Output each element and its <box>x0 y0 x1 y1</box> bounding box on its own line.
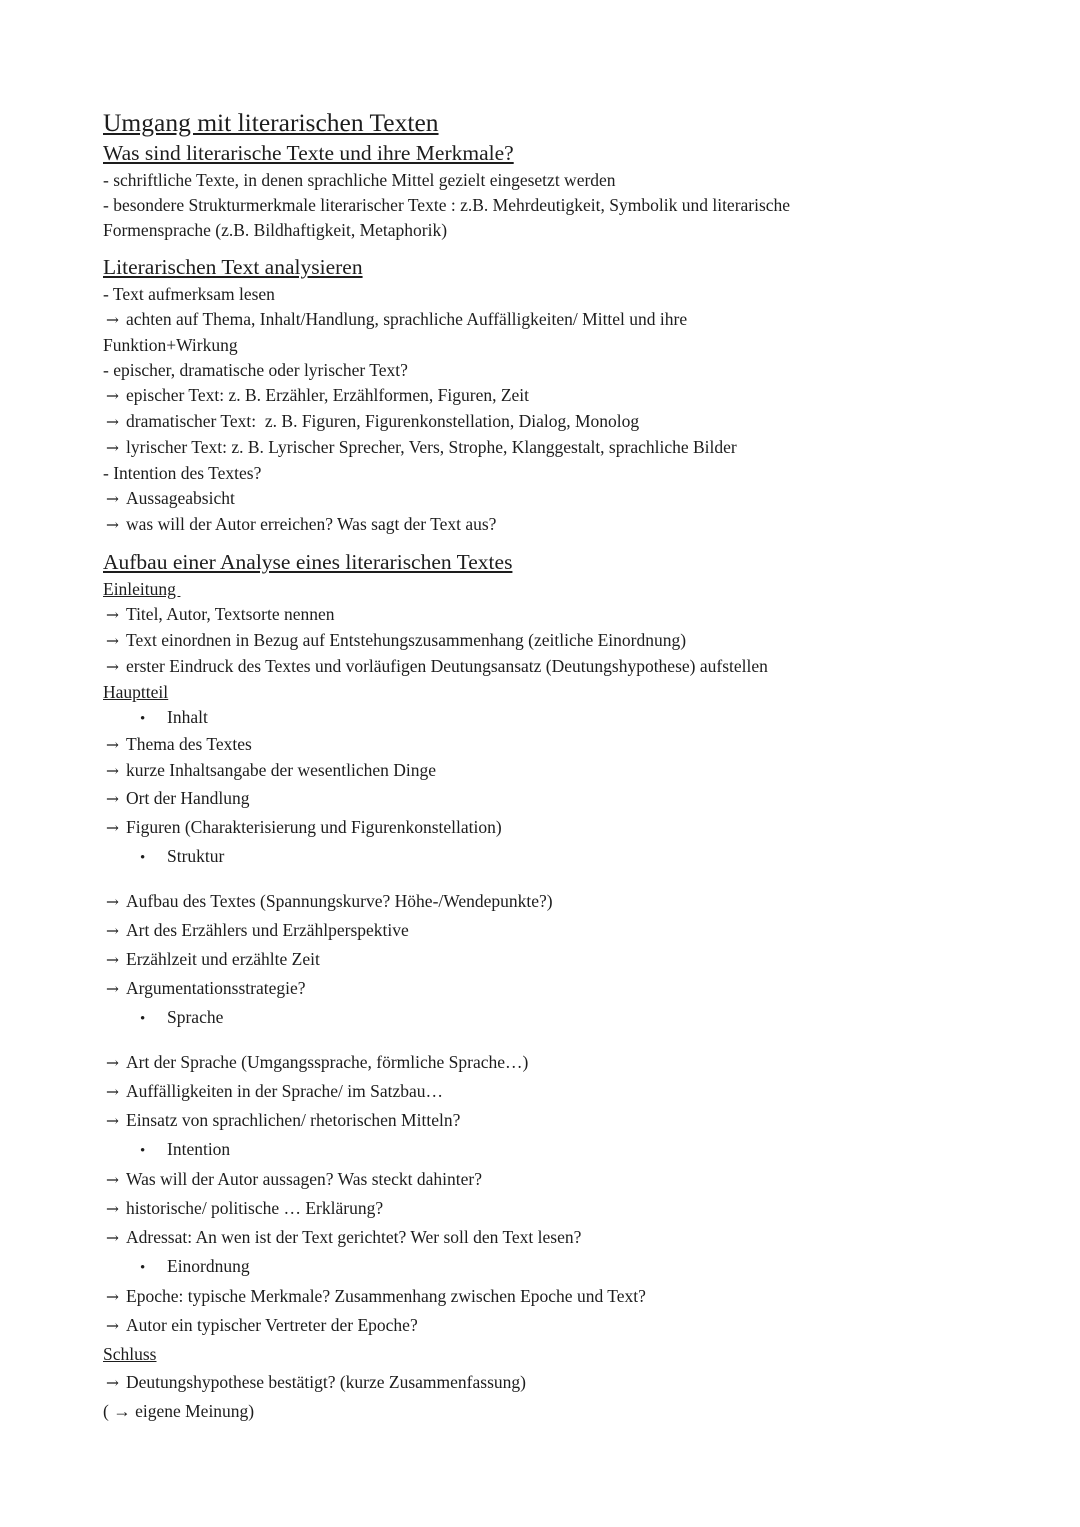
arrow-line <box>103 813 1040 842</box>
line-text: Art des Erzählers und Erzählperspektive <box>126 920 409 940</box>
section-heading <box>103 548 1040 577</box>
arrow-line <box>103 628 1040 654</box>
arrow-icon: → <box>106 736 119 754</box>
arrow-line <box>103 1223 1040 1252</box>
dash-marker: - <box>103 170 114 190</box>
line-text: Was sind literarische Texte und ihre Merkmale? <box>103 141 514 165</box>
line-text: lyrischer Text: z. B. Lyrischer Sprecher, Vers, Strophe, Klanggestalt, sprachliche Bilder <box>126 437 737 457</box>
line-text: Ort der Handlung <box>126 788 250 808</box>
arrow-line <box>103 1106 1040 1135</box>
arrow-icon: → <box>106 922 119 940</box>
arrow-icon: → <box>106 1374 119 1392</box>
arrow-line <box>103 602 1040 628</box>
arrow-line <box>103 1048 1040 1077</box>
line-text: epischer Text: z. B. Erzähler, Erzählformen, Figuren, Zeit <box>126 385 530 405</box>
dash-line <box>103 193 1040 218</box>
line-text: Adressat: An wen ist der Text gerichtet? Wer soll den Text lesen? <box>126 1227 582 1247</box>
arrow-icon: → <box>106 1288 119 1306</box>
arrow-icon: → <box>106 951 119 969</box>
dash-line <box>103 358 1040 383</box>
bullet-icon: • <box>140 1011 146 1027</box>
bullet-line <box>103 1135 1040 1165</box>
line-text: Hauptteil <box>103 682 169 702</box>
line-text: Funktion+Wirkung <box>103 335 238 355</box>
line-text: Figuren (Charakterisierung und Figurenkonstellation) <box>126 817 502 837</box>
line-text: Epoche: typische Merkmale? Zusammenhang zwischen Epoche und Text? <box>126 1286 646 1306</box>
line-text: Argumentationsstrategie? <box>126 978 306 998</box>
arrow-icon: → <box>106 1054 119 1072</box>
line-text: Literarischen Text analysieren <box>103 255 363 279</box>
line-text: Art der Sprache (Umgangssprache, förmliche Sprache…) <box>126 1052 529 1072</box>
line-text: Thema des Textes <box>126 734 252 754</box>
section-aufbau-analyse <box>103 548 1040 784</box>
dash-marker: - <box>103 360 114 380</box>
section-text-analysieren <box>103 253 1040 538</box>
arrow-icon: → <box>106 311 119 329</box>
arrow-line <box>103 1282 1040 1311</box>
arrow-line <box>103 887 1040 916</box>
dash-marker: - <box>103 463 114 483</box>
bullet-icon: • <box>140 850 146 866</box>
line-text: Formensprache (z.B. Bildhaftigkeit, Metaphorik) <box>103 220 448 240</box>
section-aufbau-analyse-fortsetzung <box>103 784 1040 1425</box>
line-text: was will der Autor erreichen? Was sagt der Text aus? <box>126 514 497 534</box>
arrow-icon: → <box>106 606 119 624</box>
bullet-icon: • <box>140 1260 146 1276</box>
arrow-line <box>103 654 1040 680</box>
arrow-icon: → <box>106 1229 119 1247</box>
line-text: Einsatz von sprachlichen/ rhetorischen Mitteln? <box>126 1110 461 1130</box>
line-text: Umgang mit literarischen Texten <box>103 108 439 137</box>
section-einfuehrung <box>103 106 1040 243</box>
line-text: Was will der Autor aussagen? Was steckt dahinter? <box>126 1169 482 1189</box>
subsection-heading <box>103 680 1040 705</box>
blank-line <box>103 1033 1040 1048</box>
arrow-icon: → <box>106 1171 119 1189</box>
subsection-heading <box>103 1340 1040 1368</box>
line-text: Text einordnen in Bezug auf Entstehungszusammenhang (zeitliche Einordnung) <box>126 630 687 650</box>
bullet-line <box>103 705 1040 732</box>
text-line <box>103 333 1040 358</box>
line-text: Text aufmerksam lesen <box>112 284 275 304</box>
arrow-line <box>103 784 1040 813</box>
line-text: Struktur <box>167 846 225 866</box>
line-text: besondere Strukturmerkmale literarischer Texte : z.B. Mehrdeutigkeit, Symbolik und literarische <box>113 195 791 215</box>
arrow-line <box>103 758 1040 784</box>
line-text: Titel, Autor, Textsorte nennen <box>126 604 335 624</box>
line-text: Erzählzeit und erzählte Zeit <box>126 949 320 969</box>
section-heading <box>103 139 1040 168</box>
dash-line <box>103 168 1040 193</box>
line-text: Einleitung <box>103 579 181 599</box>
line-text: historische/ politische … Erklärung? <box>126 1198 384 1218</box>
dash-line <box>103 282 1040 307</box>
bullet-line <box>103 1003 1040 1033</box>
arrow-icon: → <box>106 516 119 534</box>
dash-marker: - <box>103 195 114 215</box>
arrow-line <box>103 486 1040 512</box>
dash-marker: - <box>103 284 113 304</box>
line-text: ( → eigene Meinung) <box>103 1401 255 1421</box>
arrow-line <box>103 974 1040 1003</box>
arrow-icon: → <box>106 980 119 998</box>
arrow-icon: → <box>106 658 119 676</box>
text-line <box>103 218 1040 243</box>
arrow-line <box>103 409 1040 435</box>
arrow-line <box>103 1194 1040 1223</box>
arrow-icon: → <box>106 1200 119 1218</box>
line-text: schriftliche Texte, in denen sprachliche Mittel gezielt eingesetzt werden <box>113 170 616 190</box>
line-text: Aufbau einer Analyse eines literarischen Textes <box>103 550 513 574</box>
dash-line <box>103 461 1040 486</box>
line-text: Intention <box>167 1139 231 1159</box>
arrow-line <box>103 1311 1040 1340</box>
arrow-icon: → <box>106 893 119 911</box>
line-text: Einordnung <box>167 1256 250 1276</box>
line-text: Aussageabsicht <box>126 488 235 508</box>
arrow-line <box>103 945 1040 974</box>
line-text: Aufbau des Textes (Spannungskurve? Höhe-/Wendepunkte?) <box>126 891 553 911</box>
arrow-icon: → <box>106 819 119 837</box>
arrow-line <box>103 435 1040 461</box>
arrow-icon: → <box>106 1083 119 1101</box>
arrow-line <box>103 1165 1040 1194</box>
arrow-icon: → <box>106 632 119 650</box>
arrow-line <box>103 383 1040 409</box>
arrow-line <box>103 1077 1040 1106</box>
bullet-icon: • <box>140 711 146 727</box>
line-text: erster Eindruck des Textes und vorläufigen Deutungsansatz (Deutungshypothese) aufstellen <box>126 656 768 676</box>
line-text: epischer, dramatische oder lyrischer Text? <box>113 360 408 380</box>
arrow-icon: → <box>106 490 119 508</box>
line-text: Autor ein typischer Vertreter der Epoche? <box>126 1315 418 1335</box>
line-text: achten auf Thema, Inhalt/Handlung, sprachliche Auffälligkeiten/ Mittel und ihre <box>126 309 688 329</box>
line-text: Intention des Textes? <box>113 463 262 483</box>
subsection-heading <box>103 577 1040 602</box>
arrow-icon: → <box>106 413 119 431</box>
arrow-icon: → <box>106 762 119 780</box>
blank-line <box>103 872 1040 887</box>
bullet-line <box>103 1252 1040 1282</box>
arrow-line <box>103 916 1040 945</box>
arrow-line <box>103 512 1040 538</box>
line-text: Sprache <box>167 1007 224 1027</box>
arrow-line <box>103 307 1040 333</box>
bullet-icon: • <box>140 1143 146 1159</box>
arrow-icon: → <box>106 1317 119 1335</box>
bullet-line <box>103 842 1040 872</box>
text-line <box>103 1397 1040 1425</box>
line-text: kurze Inhaltsangabe der wesentlichen Dinge <box>126 760 437 780</box>
line-text: Deutungshypothese bestätigt? (kurze Zusammenfassung) <box>126 1372 526 1392</box>
arrow-icon: → <box>106 790 119 808</box>
line-text: Schluss <box>103 1344 157 1364</box>
arrow-icon: → <box>106 439 119 457</box>
arrow-icon: → <box>106 387 119 405</box>
document-title <box>103 106 1040 139</box>
arrow-line <box>103 732 1040 758</box>
section-heading <box>103 253 1040 282</box>
line-text: Inhalt <box>167 707 208 727</box>
arrow-icon: → <box>106 1112 119 1130</box>
line-text: Auffälligkeiten in der Sprache/ im Satzbau… <box>126 1081 444 1101</box>
arrow-line <box>103 1368 1040 1397</box>
line-text: dramatischer Text: z. B. Figuren, Figurenkonstellation, Dialog, Monolog <box>126 411 640 431</box>
